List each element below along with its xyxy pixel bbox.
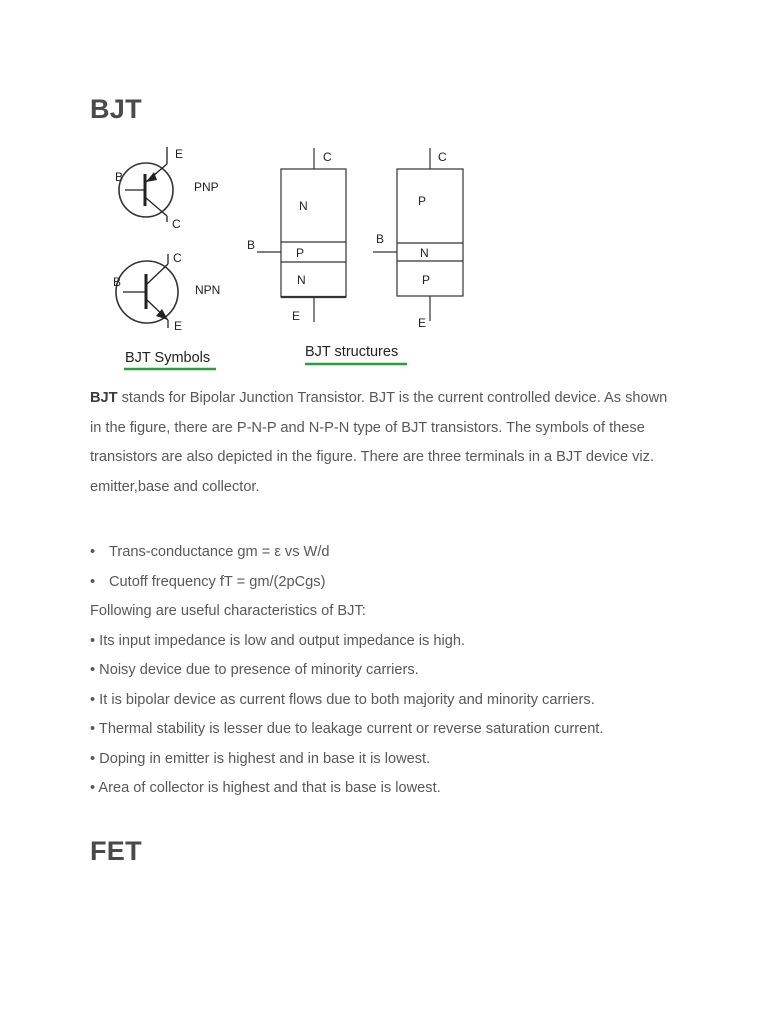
npn-c-label: C [173,251,182,265]
struct1-layer-2: P [296,246,305,260]
list-item-text: Trans-conductance gm = ε vs W/d [109,544,330,560]
list-item [90,597,690,627]
bjt-heading: BJT [90,94,142,124]
structure-pnp [373,148,463,321]
bjt-description-bold: BJT [90,390,118,406]
pnp-c-label: C [172,217,181,231]
struct1-e-label: E [292,309,301,323]
struct2-c-label: C [438,150,447,164]
list-item-text: • Its input impedance is low and output impedance is high. [90,632,466,649]
list-item-text: • Doping in emitter is highest and in base it is lowest. [90,750,431,767]
fet-heading: FET [90,836,142,866]
list-item-text: • Area of collector is highest and that is base is lowest. [90,780,441,796]
list-item [90,686,690,716]
symbols-caption: BJT Symbols [125,350,211,366]
list-item [90,656,690,686]
struct1-b-label: B [247,238,256,252]
npn-symbol [116,254,178,328]
list-item [90,774,690,804]
bjt-characteristics-list [90,538,690,804]
pnp-symbol [119,147,173,222]
list-item [90,745,690,775]
struct1-c-label: C [323,150,332,164]
pnp-type-label: PNP [194,180,219,194]
list-item-text: • It is bipolar device as current flows due to both majority and minority carriers. [90,691,595,708]
struct2-layer-3: P [422,273,431,287]
list-item [90,627,690,657]
list-item [90,715,690,745]
struct2-b-label: B [376,232,385,246]
struct2-layer-2: N [420,246,429,260]
structures-caption: BJT structures [305,344,399,360]
struct2-layer-1: P [418,194,427,208]
struct2-e-label: E [418,316,427,330]
list-item [90,538,690,568]
list-item-text: • Noisy device due to presence of minority carriers. [90,662,419,678]
npn-e-label: E [174,319,183,333]
list-item-text: Cutoff frequency fT = gm/(2pCgs) [109,573,326,590]
npn-b-label: B [113,275,122,289]
struct1-layer-1: N [299,199,308,213]
bullet: • [90,573,96,590]
struct1-layer-3: N [297,273,306,287]
bjt-description-text: stands for Bipolar Junction Transistor. BJT is the current controlled device. As shown in the figure, there are P-N-P and N-P-N type of BJT transistors. The symbols of these transistors are also depicted in the figure. There are three terminals in a BJT device viz. emitter,base and collector. [90,390,668,495]
bjt-figure-svg [105,142,475,374]
npn-type-label: NPN [195,283,221,297]
bullet: • [90,544,96,560]
list-item-text: • Thermal stability is lesser due to leakage current or reverse saturation current. [90,721,604,737]
structure-npn [257,148,346,322]
pnp-b-label: B [115,170,124,184]
bjt-description [90,384,680,502]
list-item [90,568,690,598]
pnp-e-label: E [175,147,184,161]
bjt-figure [105,142,475,374]
list-item-text: Following are useful characteristics of BJT: [90,603,366,619]
